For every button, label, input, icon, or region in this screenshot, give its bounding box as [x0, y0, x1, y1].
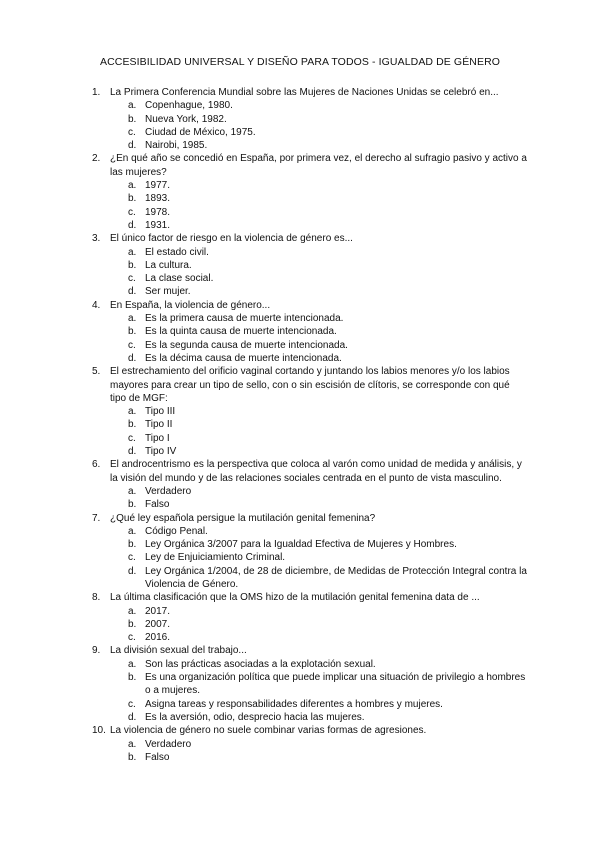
option-a	[128, 658, 528, 671]
option-d	[128, 352, 528, 365]
option-letter: c.	[128, 698, 136, 710]
option-letter: a.	[128, 313, 137, 325]
option-text: 1893.	[145, 193, 171, 205]
option-text: Tipo III	[145, 406, 176, 418]
option-letter: c.	[128, 206, 136, 218]
option-letter: a.	[128, 100, 137, 112]
option-letter: a.	[128, 658, 137, 670]
option-text: Es la aversión, odio, desprecio hacia las mujeres.	[145, 711, 365, 723]
option-text: Ley Orgánica 1/2004, de 28 de diciembre, de Medidas de Protección Integral contra la Violencia de Género.	[145, 565, 527, 590]
option-text: Tipo II	[145, 419, 173, 431]
option-text: La clase social.	[145, 273, 214, 285]
option-a	[128, 485, 528, 498]
option-text: Falso	[145, 499, 170, 511]
option-letter: a.	[128, 485, 137, 497]
option-text: Es la décima causa de muerte intencionada.	[145, 352, 342, 364]
question-text: La última clasificación que la OMS hizo de la mutilación genital femenina data de ...	[110, 592, 480, 604]
option-letter: a.	[128, 525, 137, 537]
option-letter: b.	[128, 672, 137, 684]
question-text: ¿Qué ley española persigue la mutilación genital femenina?	[110, 512, 376, 524]
option-a	[128, 525, 528, 538]
option-text: Ciudad de México, 1975.	[145, 126, 256, 138]
option-text: Verdadero	[145, 738, 192, 750]
question-4	[92, 299, 528, 365]
option-letter: a.	[128, 246, 137, 258]
option-letter: b.	[128, 113, 137, 125]
question-number: 5.	[92, 366, 101, 378]
question-number: 2.	[92, 153, 101, 165]
option-text: Tipo IV	[145, 446, 177, 458]
question-7	[92, 512, 528, 592]
option-b	[128, 418, 528, 431]
option-text: 2007.	[145, 618, 171, 630]
option-b	[128, 751, 528, 764]
option-a	[128, 179, 528, 192]
question-text: El único factor de riesgo en la violencia de género es...	[110, 233, 353, 245]
option-letter: c.	[128, 632, 136, 644]
question-number: 4.	[92, 299, 101, 311]
option-d	[128, 219, 528, 232]
option-c	[128, 551, 528, 564]
option-a	[128, 312, 528, 325]
option-c	[128, 272, 528, 285]
option-text: 1931.	[145, 219, 171, 231]
question-text: En España, la violencia de género...	[110, 299, 271, 311]
option-text: Es la primera causa de muerte intencionada.	[145, 313, 344, 325]
option-text: Nueva York, 1982.	[145, 113, 227, 125]
option-b	[128, 113, 528, 126]
question-5	[92, 365, 528, 458]
question-text: La Primera Conferencia Mundial sobre las Mujeres de Naciones Unidas se celebró en...	[110, 87, 499, 98]
question-number: 10.	[92, 725, 106, 737]
option-text: 2017.	[145, 605, 171, 617]
option-letter: d.	[128, 286, 137, 298]
option-letter: c.	[128, 552, 136, 564]
option-text: 1977.	[145, 180, 171, 192]
document-title: ACCESIBILIDAD UNIVERSAL Y DISEÑO PARA TODOS - IGUALDAD DE GÉNERO	[99, 56, 501, 68]
option-a	[128, 405, 528, 418]
option-letter: d.	[128, 140, 137, 152]
option-b	[128, 671, 528, 698]
option-text: Código Penal.	[145, 525, 208, 537]
option-text: Ser mujer.	[145, 286, 191, 298]
option-letter: d.	[128, 711, 137, 723]
option-letter: d.	[128, 219, 137, 231]
question-number: 6.	[92, 459, 101, 471]
option-text: Copenhague, 1980.	[145, 100, 233, 112]
option-c	[128, 206, 528, 219]
option-letter: c.	[128, 432, 136, 444]
option-letter: b.	[128, 751, 137, 763]
option-text: Es la segunda causa de muerte intencionada.	[145, 339, 348, 351]
question-9	[92, 644, 528, 724]
question-10	[92, 724, 528, 764]
option-letter: d.	[128, 446, 137, 458]
option-d	[128, 285, 528, 298]
option-letter: b.	[128, 193, 137, 205]
option-letter: b.	[128, 618, 137, 630]
option-text: La cultura.	[145, 259, 192, 271]
option-d	[128, 565, 528, 592]
question-8	[92, 591, 528, 644]
option-d	[128, 711, 528, 724]
question-2	[92, 152, 528, 232]
option-letter: c.	[128, 273, 136, 285]
option-b	[128, 259, 528, 272]
option-text: Tipo I	[145, 432, 170, 444]
option-letter: a.	[128, 406, 137, 418]
option-letter: b.	[128, 326, 137, 338]
option-b	[128, 325, 528, 338]
question-number: 9.	[92, 645, 101, 657]
question-text: La violencia de género no suele combinar varias formas de agresiones.	[110, 725, 427, 737]
option-a	[128, 99, 528, 112]
question-number: 7.	[92, 512, 101, 524]
option-a	[128, 605, 528, 618]
question-number: 1.	[92, 87, 101, 98]
option-text: Ley de Enjuiciamiento Criminal.	[145, 552, 286, 564]
option-b	[128, 538, 528, 551]
option-c	[128, 126, 528, 139]
option-letter: a.	[128, 180, 137, 192]
option-b	[128, 618, 528, 631]
question-text: ¿En qué año se concedió en España, por primera vez, el derecho al sufragio pasivo y activo a las mujeres?	[110, 153, 527, 178]
question-text: El androcentrismo es la perspectiva que coloca al varón como unidad de medida y análisis, y la visión del mundo y de las relaciones sociales centrada en el punto de vista masculino.	[110, 459, 522, 484]
option-letter: c.	[128, 126, 136, 138]
option-a	[128, 246, 528, 259]
option-text: Verdadero	[145, 485, 192, 497]
option-letter: a.	[128, 605, 137, 617]
option-text: Son las prácticas asociadas a la explotación sexual.	[145, 658, 376, 670]
question-text: El estrechamiento del orificio vaginal cortando y juntando los labios menores y/o los labios mayores para crear un tipo de sello, con o sin escisión de clítoris, se corresponde con qué tipo de MGF:	[110, 366, 510, 404]
option-c	[128, 698, 528, 711]
question-3	[92, 232, 528, 298]
option-text: Nairobi, 1985.	[145, 140, 208, 152]
option-letter: b.	[128, 499, 137, 511]
question-1	[92, 86, 528, 152]
option-text: Falso	[145, 751, 170, 763]
option-c	[128, 339, 528, 352]
question-list	[92, 86, 528, 764]
option-c	[128, 631, 528, 644]
option-letter: b.	[128, 539, 137, 551]
option-a	[128, 738, 528, 751]
option-text: Asigna tareas y responsabilidades diferentes a hombres y mujeres.	[145, 698, 443, 710]
option-d	[128, 139, 528, 152]
option-letter: c.	[128, 339, 136, 351]
question-6	[92, 458, 528, 511]
question-number: 3.	[92, 233, 101, 245]
option-b	[128, 498, 528, 511]
option-letter: b.	[128, 419, 137, 431]
question-text: La división sexual del trabajo...	[110, 645, 247, 657]
option-c	[128, 432, 528, 445]
option-letter: b.	[128, 259, 137, 271]
option-letter: a.	[128, 738, 137, 750]
option-text: Es la quinta causa de muerte intencionada.	[145, 326, 337, 338]
question-number: 8.	[92, 592, 101, 604]
option-text: Es una organización política que puede implicar una situación de privilegio a hombres o a mujeres.	[145, 672, 526, 697]
option-letter: d.	[128, 352, 137, 364]
option-text: El estado civil.	[145, 246, 209, 258]
option-d	[128, 445, 528, 458]
option-text: 1978.	[145, 206, 171, 218]
option-text: Ley Orgánica 3/2007 para la Igualdad Efectiva de Mujeres y Hombres.	[145, 539, 457, 551]
option-text: 2016.	[145, 632, 171, 644]
option-b	[128, 192, 528, 205]
option-letter: d.	[128, 565, 137, 577]
